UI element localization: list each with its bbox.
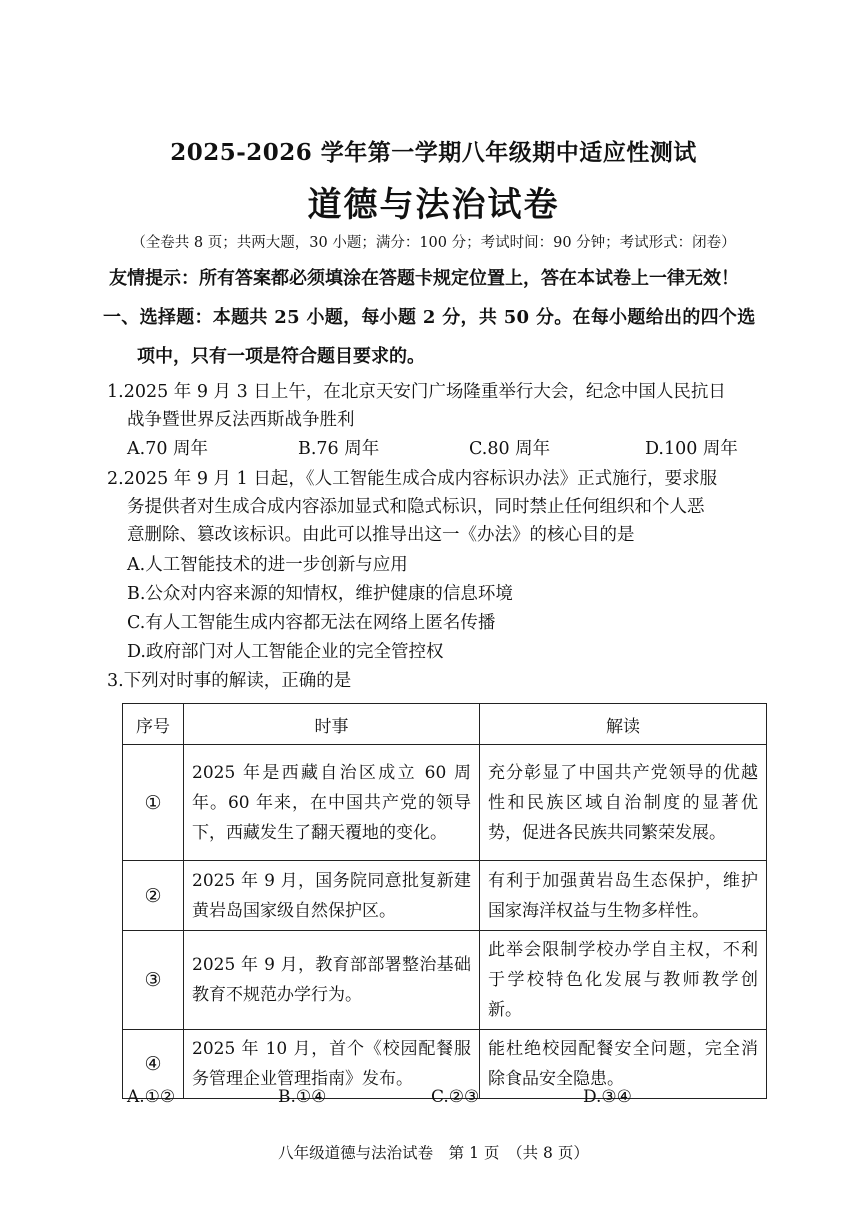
header-reading: 解读 <box>480 704 767 745</box>
question-2-option-a: A.人工智能技术的进一步创新与应用 <box>127 555 408 575</box>
question-3-stem: 3.下列对时事的解读，正确的是 <box>107 671 352 691</box>
events-table <box>122 703 767 1099</box>
exam-info: （全卷共 8 页；共两大题，30 小题；满分：100 分；考试时间：90 分钟；考试形式：闭卷） <box>131 235 736 251</box>
question-3-option-d: D.③④ <box>583 1087 632 1107</box>
question-1-stem-cont: 战争暨世界反法西斯战争胜利 <box>127 410 355 430</box>
question-1-option-b: B.76 周年 <box>298 439 380 459</box>
question-3-option-b: B.①④ <box>278 1087 327 1107</box>
table-row <box>123 861 767 931</box>
question-2-option-d: D.政府部门对人工智能企业的完全管控权 <box>127 642 444 662</box>
question-1-option-d: D.100 周年 <box>645 439 738 459</box>
row-reading: 有利于加强黄岩岛生态保护，维护国家海洋权益与生物多样性。 <box>480 861 767 931</box>
question-1-option-c: C.80 周年 <box>469 439 551 459</box>
question-2-stem-cont: 意删除、篡改该标识。由此可以推导出这一《办法》的核心目的是 <box>127 525 635 545</box>
header-number: 序号 <box>123 704 184 745</box>
row-number: ④ <box>123 1030 184 1099</box>
table-row <box>123 931 767 1030</box>
question-1-option-a: A.70 周年 <box>127 439 209 459</box>
question-2-stem: 2.2025 年 9 月 1 日起，《人工智能生成合成内容标识办法》正式施行，要求服 <box>107 469 718 489</box>
row-event: 2025 年 10 月，首个《校园配餐服务管理企业管理指南》发布。 <box>184 1030 480 1099</box>
table-header-row <box>123 704 767 745</box>
row-event: 2025 年 9 月，国务院同意批复新建黄岩岛国家级自然保护区。 <box>184 861 480 931</box>
question-3-option-a: A.①② <box>127 1087 176 1107</box>
question-2-option-c: C.有人工智能生成内容都无法在网络上匿名传播 <box>127 613 496 633</box>
row-number: ③ <box>123 931 184 1030</box>
row-reading: 能杜绝校园配餐安全问题，完全消除食品安全隐患。 <box>480 1030 767 1099</box>
row-event: 2025 年是西藏自治区成立 60 周年。60 年来，在中国共产党的领导下，西藏发生了翻天覆地的变化。 <box>184 745 480 861</box>
subject-title: 道德与法治试卷 <box>307 185 560 225</box>
row-number: ② <box>123 861 184 931</box>
question-2-option-b: B.公众对内容来源的知情权，维护健康的信息环境 <box>127 584 513 604</box>
row-number: ① <box>123 745 184 861</box>
exam-title: 2025-2026 学年第一学期八年级期中适应性测试 <box>170 139 697 166</box>
question-3-option-c: C.②③ <box>431 1087 480 1107</box>
row-reading: 此举会限制学校办学自主权，不利于学校特色化发展与教师教学创新。 <box>480 931 767 1030</box>
row-event: 2025 年 9 月，教育部部署整治基础教育不规范办学行为。 <box>184 931 480 1030</box>
section-heading: 一、选择题：本题共 25 小题，每小题 2 分，共 50 分。在每小题给出的四个选 <box>103 307 756 328</box>
header-event: 时事 <box>184 704 480 745</box>
row-reading: 充分彰显了中国共产党领导的优越性和民族区域自治制度的显著优势，促进各民族共同繁荣发展。 <box>480 745 767 861</box>
notice-text: 友情提示：所有答案都必须填涂在答题卡规定位置上，答在本试卷上一律无效！ <box>109 268 739 289</box>
section-heading-cont: 项中，只有一项是符合题目要求的。 <box>137 346 425 367</box>
table-row <box>123 745 767 861</box>
question-2-stem-cont: 务提供者对生成合成内容添加显式和隐式标识，同时禁止任何组织和个人恶 <box>127 497 705 517</box>
page-footer: 八年级道德与法治试卷 第 1 页 （共 8 页） <box>278 1144 589 1162</box>
question-1-stem: 1.2025 年 9 月 3 日上午，在北京天安门广场隆重举行大会，纪念中国人民抗日 <box>107 382 726 402</box>
